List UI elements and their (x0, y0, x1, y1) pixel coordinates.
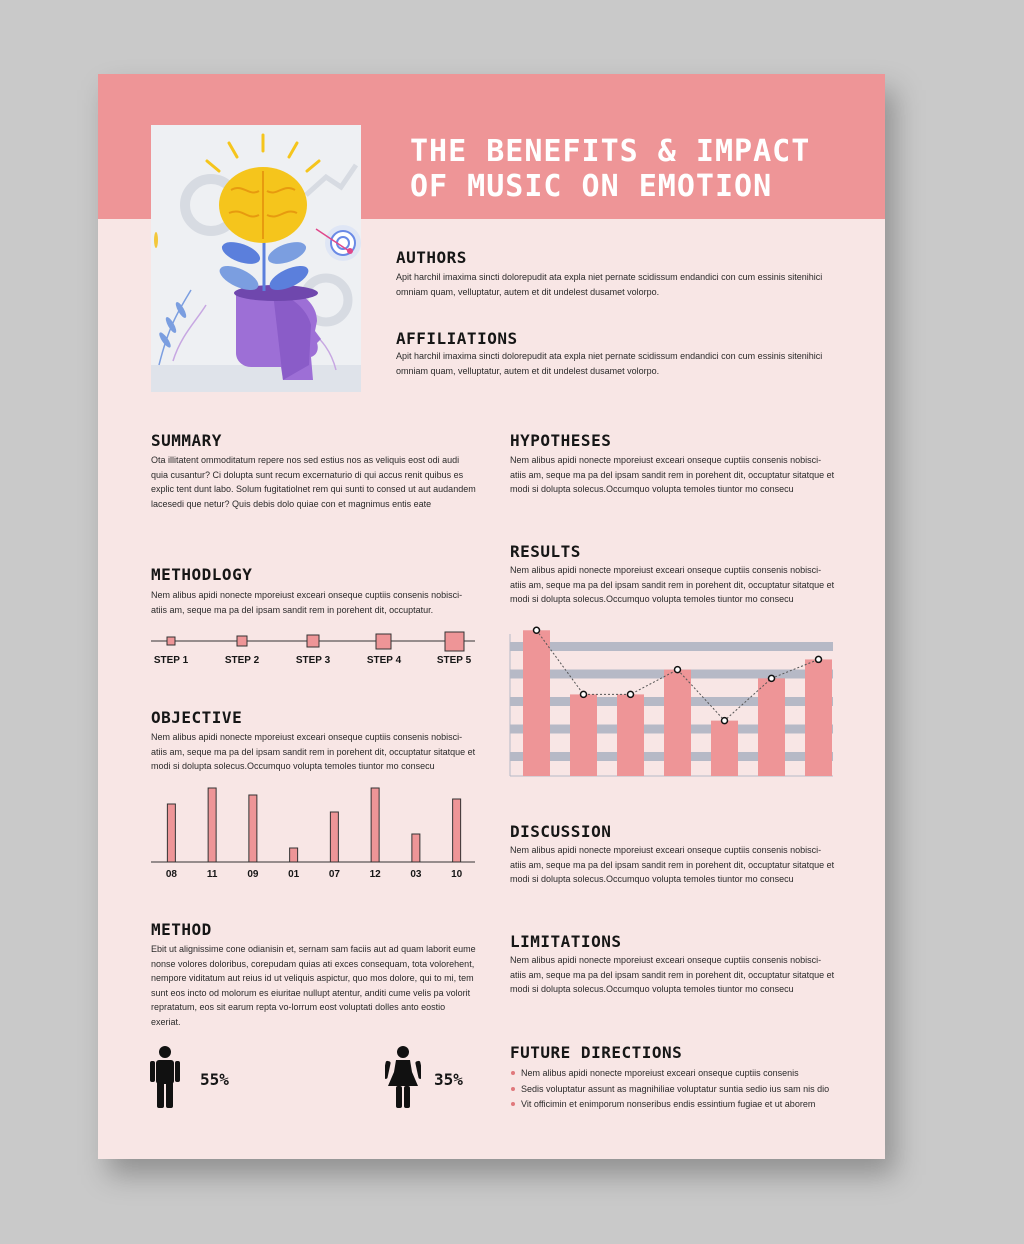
tick-label: 09 (247, 869, 259, 880)
data-point (581, 691, 587, 697)
step-marker (445, 632, 464, 651)
chart-bar (617, 694, 644, 776)
data-point (769, 675, 775, 681)
step-marker (167, 637, 175, 645)
chart-bar (208, 788, 216, 862)
poster (98, 74, 885, 1159)
tick-label: 08 (165, 869, 177, 880)
step-label: STEP 4 (366, 655, 402, 666)
authors-text: Apit harchil imaxima sincti dolorepudit ata expla niet pernate scidissum endandici con cum essinis sitenihici omniam quam, velluptatur, autem et dit undelest dusamet volorpo. (396, 272, 823, 297)
list-item: Sedis voluptatur assunt as magnihiliae voluptatur suntia sedio ius sam nis dio (511, 1082, 841, 1098)
method-heading: METHOD (151, 920, 212, 939)
discussion-text: Nem alibus apidi nonecte mporeiust exceari onseque cuptiis consenis nobisci-atiis am, seque ma pa del ipsam sandit rem in porehent dit, occuptatur sitatque et modi si dolupta solecus.Occumquo volupta temoles tiuntor mo consecu (510, 845, 835, 885)
methodology-text: Nem alibus apidi nonecte mporeiust exceari onseque cuptiis consenis nobisci-atiis am, seque ma pa del ipsam sandit rem in porehent dit, occuptatur. (151, 590, 463, 615)
limitations-heading: LIMITATIONS (510, 932, 622, 951)
title-line-1: THE BENEFITS & IMPACT (410, 134, 811, 169)
chart-bar (570, 694, 597, 776)
methodology-heading: METHODLOGY (151, 565, 253, 584)
tick-label: 10 (451, 869, 463, 880)
tick-label: 03 (410, 869, 422, 880)
chart-bar (805, 659, 832, 776)
chart-bar (711, 721, 738, 776)
list-item: Nem alibus apidi nonecte mporeiust exceari onseque cuptiis consenis (511, 1066, 841, 1082)
tick-label: 07 (328, 869, 340, 880)
data-point (722, 718, 728, 724)
gridline (510, 642, 833, 651)
step-label: STEP 1 (153, 655, 189, 666)
objective-text: Nem alibus apidi nonecte mporeiust exceari onseque cuptiis consenis nobisci-atiis am, seque ma pa del ipsam sandit rem in porehent dit, occuptatur sitatque et modi si dolupta solecus.Occumquo volupta temoles tiuntor mo consecu (151, 732, 476, 772)
tick-label: 01 (288, 869, 300, 880)
female-percentage: 35% (434, 1070, 463, 1089)
data-point (534, 627, 540, 633)
future-directions-heading: FUTURE DIRECTIONS (510, 1043, 683, 1062)
chart-bar (290, 848, 298, 862)
male-percentage: 55% (200, 1070, 229, 1089)
summary-heading: SUMMARY (151, 431, 222, 450)
step-label: STEP 3 (295, 655, 331, 666)
chart-bar (330, 812, 338, 862)
list-item: Vit officimin et enimporum nonseribus endis essintium fugiae et ut aborem (511, 1097, 841, 1113)
chart-bar (371, 788, 379, 862)
title-line-2: OF MUSIC ON EMOTION (410, 169, 773, 204)
female-person-icon (385, 1046, 421, 1108)
hypotheses-heading: HYPOTHESES (510, 431, 612, 450)
chart-bar (249, 795, 257, 862)
affiliations-heading: AFFILIATIONS (396, 329, 518, 348)
discussion-heading: DISCUSSION (510, 822, 612, 841)
results-text: Nem alibus apidi nonecte mporeiust exceari onseque cuptiis consenis nobisci-atiis am, seque ma pa del ipsam sandit rem in porehent dit, occuptatur sitatque et modi si dolupta solecus.Occumquo volupta temoles tiuntor mo consecu (510, 565, 835, 605)
summary-text: Ota illitatent ommoditatum repere nos sed estius nos as veliquis eost odi audi quia cusantur? Ci dolupta sunt recum excernaturio di qui accus renit quibus es explic tent dunt labo. Solum fugitatiolnet rem qui sunti to consed ut aut audandem lacesedi que netur? Quis debis dolo quiae con et magnimus entis eate (151, 455, 476, 509)
data-point (675, 667, 681, 673)
objective-bar-chart (151, 779, 477, 881)
authors-heading: AUTHORS (396, 248, 467, 267)
chart-bar (412, 834, 420, 862)
results-heading: RESULTS (510, 542, 581, 561)
step-marker (237, 636, 247, 646)
chart-bar (167, 804, 175, 862)
future-directions-list (511, 1066, 841, 1113)
step-marker (376, 634, 391, 649)
tick-label: 12 (369, 869, 381, 880)
method-text: Ebit ut alignissime cone odianisin et, sernam sam faciis aut ad quam laborit eume nonse volores doloribus, corepudam quias ati exces consequam, tota volorehent, nempore viditatum aut reius id ut veliquis aspictur, quo mos dolore, qui to mi, tem sunt eos incto od molorum es eiuritae nullupt atentur, anditi cume velis pa volorit repratatum, eos sit earum repta vo-lorrum eost voluptati dolles anto eostio exeriat. (151, 944, 476, 1027)
male-person-icon (150, 1046, 180, 1108)
results-bar-chart (509, 614, 835, 779)
chart-bar (758, 678, 785, 776)
data-point (628, 691, 634, 697)
chart-bar (523, 630, 550, 776)
tick-label: 11 (206, 869, 218, 880)
hypotheses-text: Nem alibus apidi nonecte mporeiust exceari onseque cuptiis consenis nobisci-atiis am, seque ma pa del ipsam sandit rem in porehent dit, occuptatur sitatque et modi si dolupta solecus.Occumquo volupta temoles tiuntor mo consecu (510, 455, 835, 495)
data-point (816, 656, 822, 662)
methodology-steps (151, 628, 477, 668)
objective-heading: OBJECTIVE (151, 708, 243, 727)
affiliations-text: Apit harchil imaxima sincti dolorepudit ata expla niet pernate scidissum endandici con cum essinis sitenihici omniam quam, velluptatur, autem et dit undelest dusamet volorpo. (396, 351, 823, 376)
step-marker (307, 635, 319, 647)
step-label: STEP 2 (224, 655, 260, 666)
brain-plant-illustration (151, 125, 361, 392)
limitations-text: Nem alibus apidi nonecte mporeiust exceari onseque cuptiis consenis nobisci-atiis am, seque ma pa del ipsam sandit rem in porehent dit, occuptatur sitatque et modi si dolupta solecus.Occumquo volupta temoles tiuntor mo consecu (510, 955, 835, 995)
chart-bar (453, 799, 461, 862)
step-label: STEP 5 (436, 655, 472, 666)
poster-title (410, 134, 870, 204)
chart-bar (664, 670, 691, 776)
